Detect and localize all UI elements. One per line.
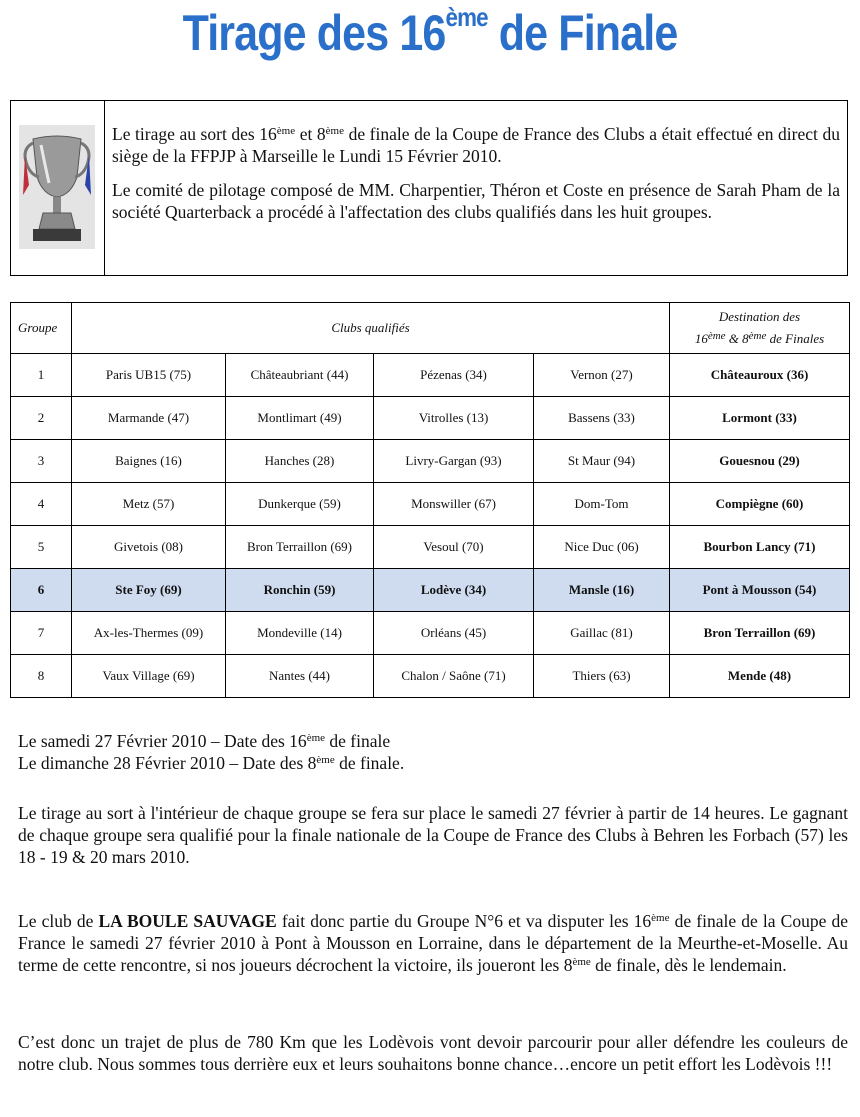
table-row: 4 Metz (57) Dunkerque (59) Monswiller (67) Dom-Tom Compiègne (60) bbox=[11, 483, 850, 526]
table-row: 8 Vaux Village (69) Nantes (44) Chalon / Saône (71) Thiers (63) Mende (48) bbox=[11, 655, 850, 698]
header-groupe: Groupe bbox=[11, 303, 72, 354]
trophy-image bbox=[19, 125, 95, 249]
draw-table bbox=[10, 302, 850, 698]
dates-block bbox=[18, 730, 848, 774]
intro-box bbox=[10, 100, 848, 276]
table-row: 3 Baignes (16) Hanches (28) Livry-Gargan (93) St Maur (94) Gouesnou (29) bbox=[11, 440, 850, 483]
table-row: 2 Marmande (47) Montlimart (49) Vitrolles (13) Bassens (33) Lormont (33) bbox=[11, 397, 850, 440]
intro-paragraph-1: Le tirage au sort des 16ème et 8ème de finale de la Coupe de France des Clubs a était effectué en direct du siège de la FFPJP à Marseille le Lundi 15 Février 2010. bbox=[112, 124, 840, 166]
table-row: 5 Givetois (08) Bron Terraillon (69) Vesoul (70) Nice Duc (06) Bourbon Lancy (71) bbox=[11, 526, 850, 569]
header-destination: Destination des 16ème & 8ème de Finales bbox=[670, 303, 850, 354]
date-line-8: Le dimanche 28 Février 2010 – Date des 8ème de finale. bbox=[18, 753, 405, 773]
page-title: Tirage des 16ème de Finale bbox=[182, 2, 678, 61]
intro-paragraph-2: Le comité de pilotage composé de MM. Charpentier, Théron et Coste en présence de Sarah Pham de la société Quarterback a procédé à l'affectation des clubs qualifiés dans les huit groupes. bbox=[112, 180, 840, 222]
table-row: 7 Ax-les-Thermes (09) Mondeville (14) Orléans (45) Gaillac (81) Bron Terraillon (69) bbox=[11, 612, 850, 655]
club-name: LA BOULE SAUVAGE bbox=[98, 911, 277, 931]
table-row-highlighted: 6 Ste Foy (69) Ronchin (59) Lodève (34) Mansle (16) Pont à Mousson (54) bbox=[11, 569, 850, 612]
paragraph-trajet: C’est donc un trajet de plus de 780 Km que les Lodèvois vont devoir parcourir pour aller défendre les couleurs de notre club. Nous sommes tous derrière eux et leurs souhaitons bonne chance…encore un petit effort les Lodèvois !!! bbox=[18, 1032, 848, 1074]
date-line-16: Le samedi 27 Février 2010 – Date des 16ème de finale bbox=[18, 731, 391, 751]
table-row: 1 Paris UB15 (75) Châteaubriant (44) Pézenas (34) Vernon (27) Châteauroux (36) bbox=[11, 354, 850, 397]
header-clubs: Clubs qualifiés bbox=[72, 303, 670, 354]
table-header-row bbox=[11, 303, 850, 354]
paragraph-tirage: Le tirage au sort à l'intérieur de chaque groupe se fera sur place le samedi 27 février à partir de 14 heures. Le gagnant de chaque groupe sera qualifié pour la finale nationale de la Coupe de France des Clubs à Behren les Forbach (57) les 18 - 19 & 20 mars 2010. bbox=[18, 803, 848, 867]
paragraph-club: Le club de LA BOULE SAUVAGE fait donc partie du Groupe N°6 et va disputer les 16ème de finale de la Coupe de France le samedi 27 février 2010 à Pont à Mousson en Lorraine, dans le département de la Meurthe-et-Moselle. Au terme de cette rencontre, si nos joueurs décrochent la victoire, ils joueront les 8ème de finale, dès le lendemain. bbox=[18, 911, 848, 975]
intro-text bbox=[112, 123, 840, 235]
